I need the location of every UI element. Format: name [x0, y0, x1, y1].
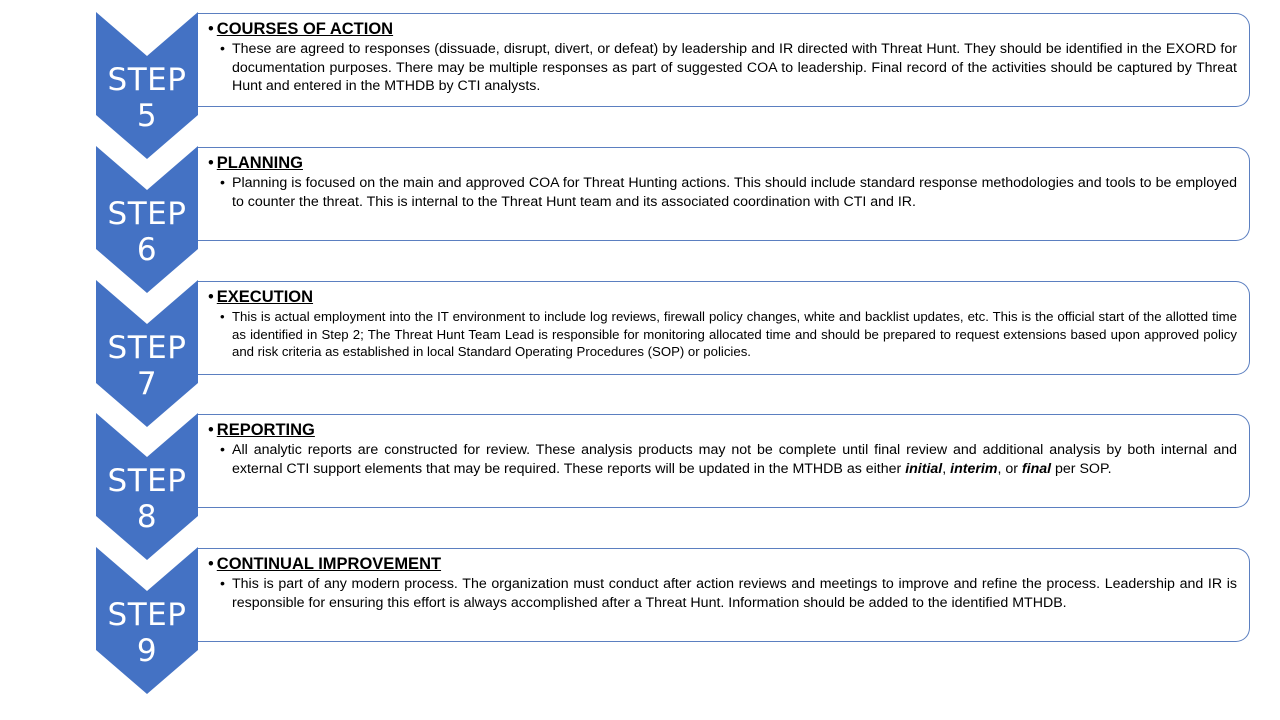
bullet-icon: • [220, 442, 225, 458]
bullet-icon: • [220, 576, 225, 592]
step-7-title: EXECUTION [216, 288, 314, 306]
step-5-chevron [96, 12, 198, 159]
step-5-box [198, 13, 1250, 107]
step-6-label: STEP 6 [107, 196, 187, 268]
bullet-icon: • [208, 20, 214, 38]
step-8-chevron [96, 413, 198, 560]
step-5-title: COURSES OF ACTION [216, 20, 394, 38]
step-9-title: CONTINUAL IMPROVEMENT [216, 555, 442, 573]
step-6-box [198, 147, 1250, 241]
bullet-icon: • [208, 421, 214, 439]
separator: , or [997, 460, 1022, 477]
step-8-description-pre: All analytic reports are constructed for review. These analysis products may not be complete until final review and additional analysis by both internal and external CTI support elements that may be required. These reports will be updated in the MTHDB as either [232, 442, 1237, 477]
term-initial: initial [905, 460, 943, 477]
term-interim: interim [950, 460, 998, 477]
step-5-label: STEP 5 [107, 62, 187, 134]
step-8-label: STEP 8 [107, 463, 187, 535]
step-8-description-post: per SOP. [1051, 460, 1112, 477]
bullet-icon: • [220, 175, 225, 191]
step-9-chevron [96, 547, 198, 694]
step-7-label: STEP 7 [107, 330, 187, 402]
step-9-box [198, 548, 1250, 642]
step-8-title: REPORTING [216, 421, 315, 439]
step-6-chevron [96, 146, 198, 293]
bullet-icon: • [208, 555, 214, 573]
bullet-icon: • [220, 309, 225, 324]
term-final: final [1021, 460, 1052, 477]
separator: , [942, 460, 951, 477]
step-7-description: This is actual employment into the IT environment to include log reviews, firewall policy changes, white and backlist updates, etc. This is the official start of the allotted time as identified in Step 2; The Threat Hunt Team Lead is responsible for monitoring allocated time and should be prepared to request extensions based upon approved policy and risk criteria as established in local Standard Operating Procedures (SOP) or policies. [232, 309, 1237, 359]
step-7-chevron [96, 280, 198, 427]
step-8-box [198, 414, 1250, 508]
step-6-title: PLANNING [216, 154, 303, 172]
step-5-description: These are agreed to responses (dissuade, disrupt, divert, or defeat) by leadership and IR directed with Threat Hunt. They should be identified in the EXORD for documentation purposes. There may be multiple responses as part of suggested COA to leadership. Final record of the activities should be captured by Threat Hunt and entered in the MTHDB by CTI analysts. [232, 41, 1237, 94]
bullet-icon: • [220, 41, 225, 57]
step-9-description: This is part of any modern process. The organization must conduct after action reviews and meetings to improve and refine the process. Leadership and IR is responsible for ensuring this effort is always accomplished after a Threat Hunt. Information should be added to the identified MTHDB. [232, 576, 1237, 611]
bullet-icon: • [208, 288, 214, 306]
step-9-label: STEP 9 [107, 597, 187, 669]
step-7-box [198, 281, 1250, 375]
bullet-icon: • [208, 154, 214, 172]
step-6-description: Planning is focused on the main and approved COA for Threat Hunting actions. This should include standard response methodologies and tools to be employed to counter the threat. This is internal to the Threat Hunt team and its associated coordination with CTI and IR. [232, 175, 1237, 210]
